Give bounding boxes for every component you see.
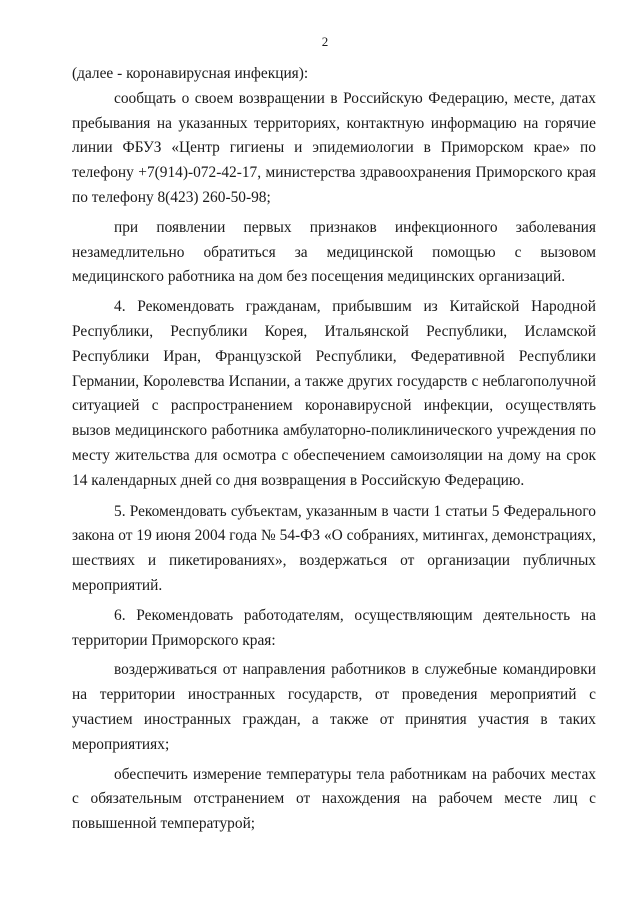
paragraph-temperature-check: обеспечить измерение температуры тела работникам на рабочих местах с обязательным отстранением от нахождения на рабочем месте лиц с повышенной температурой; <box>72 765 596 833</box>
paragraph-continuation: (далее - коронавирусная инфекция): <box>72 65 309 82</box>
paragraph-item-5: 5. Рекомендовать субъектам, указанным в части 1 статьи 5 Федерального закона от 19 июня 2004 года № 54-ФЗ «О собраниях, митингах, демонстрациях, шествиях и пикетированиях», воздержаться от организации публичных мероприятий. <box>72 502 596 594</box>
paragraph-report-return: сообщать о своем возвращении в Российскую Федерацию, месте, датах пребывания на указанных территориях, контактную информацию на горячие линии ФБУЗ «Центр гигиены и эпидемиологии в Приморском крае» по телефону +7(914)-072-42-17, министерства здравоохранения Приморского края по телефону 8(423) 260-50-98; <box>72 89 596 206</box>
page-number: 2 <box>321 34 329 49</box>
paragraph-first-symptoms: при появлении первых признаков инфекционного заболевания незамедлительно обратиться за медицинской помощью с вызовом медицинского работника на дом без посещения медицинских организаций. <box>72 218 596 286</box>
document-body <box>72 62 596 837</box>
paragraph-item-4: 4. Рекомендовать гражданам, прибывшим из Китайской Народной Республики, Республики Корея, Итальянской Республики, Исламской Республики Иран, Французской Республики, Федеративной Республики Германии, Королевства Испании, а также других государств с неблагополучной ситуацией с распространением коронавирусной инфекции, осуществлять вызов медицинского работника амбулаторно-поликлинического учреждения по месту жительства для осмотра с обеспечением самоизоляции на дому на срок 14 календарных дней со дня возвращения в Российскую Федерацию. <box>72 298 596 489</box>
paragraph-item-6: 6. Рекомендовать работодателям, осуществляющим деятельность на территории Приморского края: <box>72 606 596 649</box>
paragraph-business-trips: воздерживаться от направления работников в служебные командировки на территории иностранных государств, от проведения мероприятий с участием иностранных граждан, а также от принятия участия в таких мероприятиях; <box>72 661 596 753</box>
